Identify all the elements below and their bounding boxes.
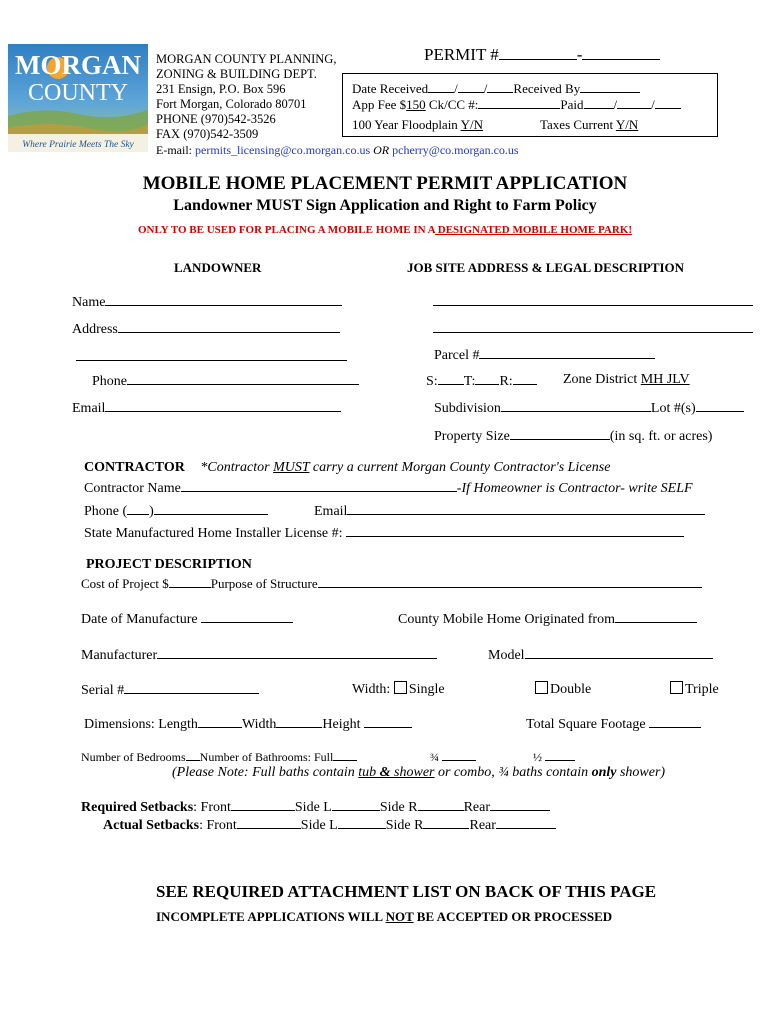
homeowner-self-note: -If Homeowner is Contractor- write SELF xyxy=(456,481,693,496)
jobsite-address-line-2[interactable] xyxy=(433,332,753,333)
str-row xyxy=(426,372,537,390)
landowner-heading: LANDOWNER xyxy=(174,260,262,275)
taxes-row xyxy=(540,117,638,133)
double-checkbox[interactable] xyxy=(535,681,548,694)
township-label: T: xyxy=(463,374,476,389)
bath-note-c: shower) xyxy=(616,765,666,780)
contractor-heading-row xyxy=(84,460,610,476)
req-rear-field[interactable] xyxy=(490,798,550,811)
required-setbacks-label: Required Setbacks xyxy=(81,800,194,815)
req-front-field[interactable] xyxy=(231,798,295,811)
act-rear-label: Rear xyxy=(469,818,496,833)
landowner-name-row xyxy=(72,293,342,311)
installer-license-field[interactable] xyxy=(346,524,684,537)
manufacturer-row xyxy=(81,646,437,664)
section-field[interactable] xyxy=(438,372,464,385)
total-sqft-row xyxy=(526,715,701,733)
dept-name-2: ZONING & BUILDING DEPT. xyxy=(156,67,317,81)
height-field[interactable] xyxy=(364,715,412,728)
email-link-permits[interactable]: permits_licensing@co.morgan.co.us xyxy=(195,143,371,157)
project-heading: PROJECT DESCRIPTION xyxy=(86,557,252,572)
bath-note-shower: shower xyxy=(394,765,435,780)
paid-mm[interactable] xyxy=(584,96,614,109)
origin-label: County Mobile Home Originated from xyxy=(398,612,615,627)
req-side-r-field[interactable] xyxy=(418,798,464,811)
date-received-label: Date Received xyxy=(352,81,429,96)
total-sqft-label: Total Square Footage xyxy=(526,717,646,732)
attachment-notice: SEE REQUIRED ATTACHMENT LIST ON BACK OF THIS PAGE xyxy=(156,882,657,901)
bedrooms-field[interactable] xyxy=(186,748,200,761)
landowner-address-label: Address xyxy=(72,322,118,337)
half-label: ½ xyxy=(533,750,542,764)
req-front-label: : Front xyxy=(193,800,231,815)
app-fee-row: App Fee $150 Ck/CC #: Paid / / xyxy=(352,96,681,113)
email-link-pcherry[interactable]: pcherry@co.morgan.co.us xyxy=(392,143,519,157)
bath-note-tub: tub xyxy=(358,765,377,780)
contractor-area-code[interactable] xyxy=(127,502,149,515)
range-field[interactable] xyxy=(513,372,537,385)
double-option xyxy=(535,681,591,698)
dept-address-1: 231 Ensign, P.O. Box 596 xyxy=(156,82,286,96)
landowner-address-field[interactable] xyxy=(118,320,340,333)
received-by-label: Received By xyxy=(513,81,581,96)
subdivision-row xyxy=(434,399,744,417)
act-side-r-field[interactable] xyxy=(423,816,469,829)
full-bath-label: Full xyxy=(313,750,334,764)
triple-option xyxy=(670,681,719,698)
origin-row xyxy=(398,610,697,628)
cost-purpose-row xyxy=(81,575,702,592)
double-label: Double xyxy=(550,682,592,697)
manufacturer-label: Manufacturer xyxy=(81,648,158,663)
jobsite-address-line-1[interactable] xyxy=(433,305,753,306)
landowner-phone-row xyxy=(92,372,359,390)
purpose-label: Purpose of Structure xyxy=(210,576,318,591)
dept-email-line xyxy=(156,143,519,158)
svg-text:MORGAN: MORGAN xyxy=(15,50,141,80)
incomplete-b: BE ACCEPTED OR PROCESSED xyxy=(413,909,613,924)
received-by-field[interactable] xyxy=(580,80,640,93)
dept-fax: FAX (970)542-3509 xyxy=(156,127,259,141)
township-field[interactable] xyxy=(475,372,499,385)
dim-width-field[interactable] xyxy=(276,715,322,728)
lot-label: Lot #(s) xyxy=(650,401,696,416)
installer-license-label: State Manufactured Home Installer License #: xyxy=(84,526,343,541)
floodplain-yn[interactable]: Y/N xyxy=(460,117,483,132)
taxes-label: Taxes Current xyxy=(540,117,614,132)
property-size-row xyxy=(434,427,712,445)
req-side-l-label: Side L xyxy=(294,800,332,815)
actual-setbacks-label: Actual Setbacks xyxy=(103,818,200,833)
serial-field[interactable] xyxy=(124,681,259,694)
incomplete-not: NOT xyxy=(385,909,414,924)
ck-cc-field[interactable] xyxy=(478,96,560,109)
floodplain-row xyxy=(352,117,483,133)
contractor-name-label: Contractor Name xyxy=(84,481,181,496)
ck-cc-label: Ck/CC #: xyxy=(428,97,479,112)
model-field[interactable] xyxy=(525,646,713,659)
contractor-phone-field[interactable] xyxy=(154,502,268,515)
contractor-heading: CONTRACTOR xyxy=(84,460,185,475)
date-manufacture-label: Date of Manufacture xyxy=(81,612,198,627)
property-size-field[interactable] xyxy=(510,427,610,440)
serial-label: Serial # xyxy=(81,683,125,698)
zone-options[interactable]: MH JLV xyxy=(640,372,690,387)
range-label: R: xyxy=(499,374,513,389)
single-label: Single xyxy=(408,682,445,697)
single-checkbox[interactable] xyxy=(394,681,407,694)
dept-phone: PHONE (970)542-3526 xyxy=(156,112,276,126)
permit-dash: - xyxy=(576,45,583,64)
incomplete-notice xyxy=(156,909,612,925)
actual-setbacks-row xyxy=(103,816,556,834)
bath-note-amp: & xyxy=(376,765,395,780)
date-received-mm[interactable] xyxy=(428,80,454,93)
note-text-a: *Contractor xyxy=(200,460,274,475)
paid-dd[interactable] xyxy=(617,96,651,109)
three-quarter-bath xyxy=(430,748,476,765)
dept-address-2: Fort Morgan, Colorado 80701 xyxy=(156,97,307,111)
landowner-name-label: Name xyxy=(72,295,106,310)
req-side-l-field[interactable] xyxy=(332,798,380,811)
origin-field[interactable] xyxy=(615,610,697,623)
paid-yy[interactable] xyxy=(655,96,681,109)
paid-label: Paid xyxy=(560,97,584,112)
date-received-dd[interactable] xyxy=(458,80,484,93)
required-setbacks-row xyxy=(81,798,550,816)
department-address xyxy=(156,52,336,142)
park-warning-text: ONLY TO BE USED FOR PLACING A MOBILE HOME IN A xyxy=(137,224,436,236)
incomplete-a: INCOMPLETE APPLICATIONS WILL xyxy=(156,909,386,924)
page-subtitle: Landowner MUST Sign Application and Right to Farm Policy xyxy=(173,197,597,214)
page-title: MOBILE HOME PLACEMENT PERMIT APPLICATION xyxy=(142,173,628,194)
property-size-label: Property Size xyxy=(434,429,510,444)
cost-field[interactable] xyxy=(169,575,211,588)
bathrooms-label: Number of Bathrooms: xyxy=(199,750,311,764)
permit-label: PERMIT # xyxy=(424,45,499,64)
jobsite-heading: JOB SITE ADDRESS & LEGAL DESCRIPTION xyxy=(407,260,685,275)
cost-label: Cost of Project $ xyxy=(81,576,169,591)
parcel-label: Parcel # xyxy=(434,348,480,363)
section-label: S: xyxy=(426,374,438,389)
act-side-l-label: Side L xyxy=(300,818,338,833)
date-received-yy[interactable] xyxy=(487,80,513,93)
act-front-label: : Front xyxy=(199,818,237,833)
triple-checkbox[interactable] xyxy=(670,681,683,694)
park-warning xyxy=(0,224,770,236)
svg-text:Where Prairie Meets The Sky: Where Prairie Meets The Sky xyxy=(22,140,134,150)
morgan-county-logo xyxy=(8,44,148,152)
svg-text:COUNTY: COUNTY xyxy=(28,80,128,106)
date-manufacture-row xyxy=(81,610,293,628)
phone-close-paren: ) xyxy=(149,504,154,519)
dept-name-1: MORGAN COUNTY PLANNING, xyxy=(156,52,337,66)
email-or: OR xyxy=(373,143,390,157)
half-field[interactable] xyxy=(545,748,575,761)
req-side-r-label: Side R xyxy=(379,800,418,815)
contractor-phone-label: Phone ( xyxy=(84,504,128,519)
lot-field[interactable] xyxy=(696,399,744,412)
rooms-row xyxy=(81,748,357,765)
serial-row xyxy=(81,681,259,699)
contractor-phone-row xyxy=(84,502,268,520)
permit-number-field-2[interactable] xyxy=(582,47,660,60)
landowner-address-line-2[interactable] xyxy=(76,360,347,361)
act-side-l-field[interactable] xyxy=(338,816,386,829)
date-manufacture-field[interactable] xyxy=(201,610,293,623)
installer-license-row xyxy=(84,524,684,542)
landowner-phone-label: Phone xyxy=(92,374,127,389)
note-must: MUST xyxy=(273,460,310,475)
subdivision-field[interactable] xyxy=(501,399,651,412)
landowner-name-field[interactable] xyxy=(105,293,342,306)
parcel-row xyxy=(434,346,655,364)
width-label: Width: xyxy=(352,682,391,697)
date-received-row: Date Received / / Received By xyxy=(352,80,640,97)
act-side-r-label: Side R xyxy=(385,818,424,833)
park-warning-underlined: DESIGNATED MOBILE HOME PARK! xyxy=(435,224,633,236)
zone-row xyxy=(563,372,690,388)
bath-note xyxy=(172,765,665,781)
act-front-field[interactable] xyxy=(237,816,301,829)
email-label: E-mail: xyxy=(156,143,192,157)
three-quarter-label: ¾ xyxy=(430,750,439,764)
landowner-email-row xyxy=(72,399,341,417)
parcel-field[interactable] xyxy=(479,346,655,359)
bath-note-only: only xyxy=(591,765,617,780)
total-sqft-field[interactable] xyxy=(649,715,701,728)
length-field[interactable] xyxy=(198,715,242,728)
bath-note-b: or combo, ¾ baths contain xyxy=(434,765,592,780)
act-rear-field[interactable] xyxy=(496,816,556,829)
purpose-field[interactable] xyxy=(318,575,702,588)
model-label: Model xyxy=(488,648,525,663)
half-bath xyxy=(533,748,575,765)
manufacturer-field[interactable] xyxy=(157,646,437,659)
landowner-email-label: Email xyxy=(72,401,106,416)
floodplain-label: 100 Year Floodplain xyxy=(352,117,458,132)
req-rear-label: Rear xyxy=(463,800,491,815)
taxes-yn[interactable]: Y/N xyxy=(615,117,639,132)
three-quarter-field[interactable] xyxy=(442,748,476,761)
length-label: Dimensions: Length xyxy=(84,717,198,732)
app-fee-amount: 150 xyxy=(406,97,426,112)
dimensions-row xyxy=(84,715,412,733)
zone-label: Zone District xyxy=(563,372,638,387)
landowner-phone-field[interactable] xyxy=(127,372,359,385)
permit-number xyxy=(424,45,660,65)
triple-label: Triple xyxy=(685,682,719,697)
subdivision-label: Subdivision xyxy=(434,401,501,416)
property-size-unit: (in sq. ft. or acres) xyxy=(609,429,713,444)
contractor-email-label: Email xyxy=(314,504,348,519)
bedrooms-label: Number of Bedrooms xyxy=(81,750,186,764)
app-fee-label: App Fee $ xyxy=(352,97,407,112)
bath-note-a: (Please Note: Full baths contain xyxy=(172,765,359,780)
height-label: Height xyxy=(322,717,361,732)
landowner-email-field[interactable] xyxy=(105,399,341,412)
landowner-address-row xyxy=(72,320,340,338)
contractor-license-note xyxy=(200,460,610,475)
contractor-name-field[interactable] xyxy=(181,479,457,492)
full-bath-field[interactable] xyxy=(333,748,357,761)
width-row xyxy=(352,681,445,698)
dim-width-label: Width xyxy=(241,717,277,732)
contractor-email-row xyxy=(314,502,705,520)
contractor-email-field[interactable] xyxy=(347,502,705,515)
contractor-name-row xyxy=(84,479,693,497)
note-text-b: carry a current Morgan County Contractor's License xyxy=(309,460,611,475)
permit-number-field-1[interactable] xyxy=(499,47,577,60)
model-row xyxy=(488,646,713,664)
